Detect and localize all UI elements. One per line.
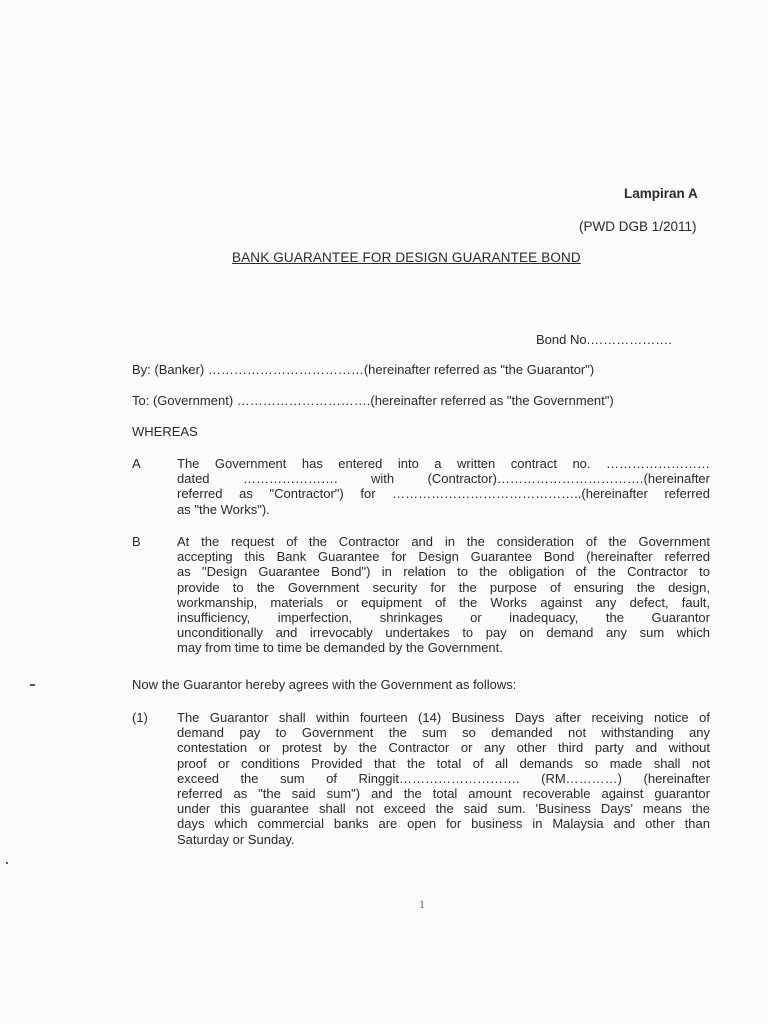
clause-b-text: [177, 534, 710, 656]
whereas-heading: WHEREAS: [132, 424, 198, 439]
clause-1-label: (1): [132, 710, 148, 725]
clause-1-line: days which commercial banks are open for business in Malaysia and other than: [177, 816, 710, 832]
clause-1-line: under this guarantee shall not exceed the said sum. 'Business Days' means the: [177, 801, 710, 817]
clause-b-label: B: [132, 534, 141, 549]
clause-1-line: Saturday or Sunday.: [177, 831, 295, 847]
clause-1-line: The Guarantor shall within fourteen (14) Business Days after receiving notice of: [177, 710, 710, 725]
clause-1-line: contestation or protest by the Contractor or any other third party and without: [177, 740, 710, 756]
clause-a-line: as "the Works").: [177, 501, 270, 517]
clause-b-line: provide to the Government security for the purpose of ensuring the design,: [177, 579, 710, 595]
clause-1-text: [177, 710, 710, 847]
scan-speck: [30, 684, 35, 686]
clause-b-line: workmanship, materials or equipment of the Works against any defect, fault,: [177, 594, 710, 610]
clause-a-text: [177, 456, 710, 517]
government-field: To: (Government) ………………………….(hereinafter referred as "the Government"): [132, 393, 614, 408]
clause-1-line: referred as "the said sum") and the total amount recoverable against guarantor: [177, 785, 710, 801]
clause-1-line: exceed the sum of Ringgit………………………. (RM…………) (hereinafter: [177, 770, 710, 786]
scan-speck: [6, 862, 8, 864]
clause-a-line: dated …………………. with (Contractor)…………………………….(hereinafter: [177, 471, 710, 487]
clause-1-line: demand pay to Government the sum so demanded not withstanding any: [177, 725, 710, 741]
bond-number-field: Bond No.……………….: [536, 332, 672, 347]
clause-b-line: unconditionally and irrevocably undertakes to pay on demand any sum which: [177, 625, 710, 641]
page-number: 1: [419, 897, 425, 911]
banker-field: By: (Banker) ………………………………(hereinafter referred as "the Guarantor"): [132, 362, 595, 377]
clause-a-line: referred as "Contractor") for ……………………………………..(hereinafter referred: [177, 486, 710, 502]
clause-b-line: accepting this Bank Guarantee for Design Guarantee Bond (hereinafter referred: [177, 549, 710, 565]
clause-b-line: insufficiency, imperfection, shrinkages or inadequacy, the Guarantor: [177, 609, 710, 625]
clause-b-line: may from time to time be demanded by the Government.: [177, 640, 503, 656]
appendix-label: Lampiran A: [624, 186, 698, 201]
clause-1-line: proof or conditions Provided that the total of all demands so made shall not: [177, 755, 710, 771]
clause-b-line: At the request of the Contractor and in the consideration of the Government: [177, 534, 710, 549]
document-title: BANK GUARANTEE FOR DESIGN GUARANTEE BOND: [232, 250, 581, 265]
clause-a-label: A: [132, 456, 141, 471]
clause-b-line: as "Design Guarantee Bond") in relation to the obligation of the Contractor to: [177, 564, 710, 580]
reference-code: (PWD DGB 1/2011): [579, 219, 697, 234]
agreement-intro: Now the Guarantor hereby agrees with the Government as follows:: [132, 677, 517, 692]
clause-a-line: The Government has entered into a written contract no. ……………………: [177, 456, 710, 471]
